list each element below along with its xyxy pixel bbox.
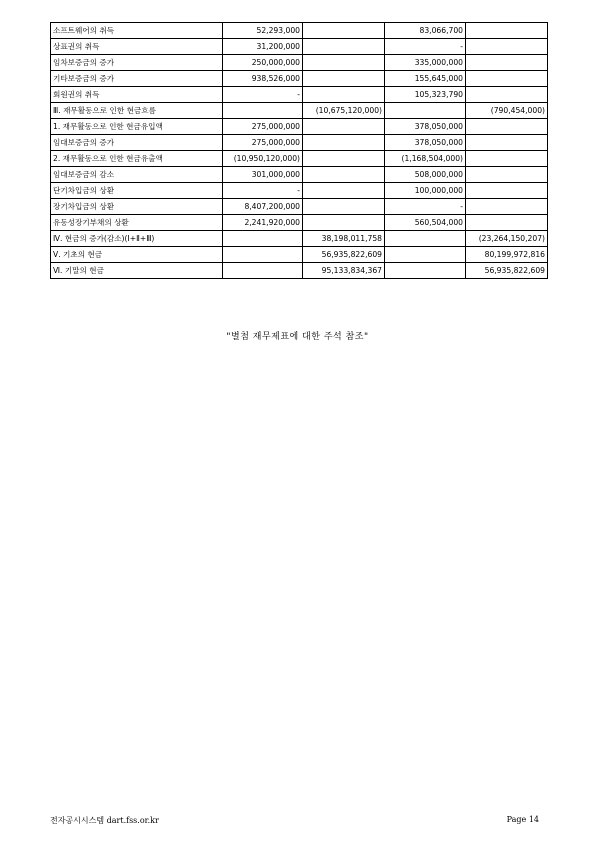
table-row [51, 103, 548, 119]
table-row [51, 263, 548, 279]
amount-cell [303, 71, 385, 87]
amount-cell [303, 167, 385, 183]
amount-cell: (23,264,150,207) [466, 231, 548, 247]
table-row [51, 151, 548, 167]
amount-cell: 155,645,000 [385, 71, 466, 87]
row-label: 소프트웨어의 취득 [51, 23, 223, 39]
amount-cell: 275,000,000 [223, 135, 303, 151]
amount-cell: 938,526,000 [223, 71, 303, 87]
table-row [51, 183, 548, 199]
amount-cell: (10,675,120,000) [303, 103, 385, 119]
amount-cell: 250,000,000 [223, 55, 303, 71]
amount-cell: - [385, 39, 466, 55]
amount-cell [466, 39, 548, 55]
amount-cell: 378,050,000 [385, 119, 466, 135]
amount-cell: 2,241,920,000 [223, 215, 303, 231]
row-label: 장기차입금의 상환 [51, 199, 223, 215]
cash-flow-table [50, 22, 548, 279]
table-row [51, 167, 548, 183]
amount-cell [466, 167, 548, 183]
amount-cell: 100,000,000 [385, 183, 466, 199]
amount-cell [385, 231, 466, 247]
row-label: 기타보증금의 증가 [51, 71, 223, 87]
row-label: Ⅵ. 기말의 현금 [51, 263, 223, 279]
amount-cell: 8,407,200,000 [223, 199, 303, 215]
table-row [51, 39, 548, 55]
amount-cell: (10,950,120,000) [223, 151, 303, 167]
amount-cell: 56,935,822,609 [466, 263, 548, 279]
amount-cell: 105,323,790 [385, 87, 466, 103]
amount-cell [466, 215, 548, 231]
amount-cell [466, 119, 548, 135]
amount-cell: 80,199,972,816 [466, 247, 548, 263]
row-label: 유동성장기부채의 상환 [51, 215, 223, 231]
amount-cell: 560,504,000 [385, 215, 466, 231]
amount-cell: 56,935,822,609 [303, 247, 385, 263]
amount-cell [466, 199, 548, 215]
notes-reference: "별첨 재무제표에 대한 주석 참조" [226, 332, 369, 342]
table-row [51, 23, 548, 39]
amount-cell [466, 183, 548, 199]
amount-cell [303, 23, 385, 39]
row-label: 단기차입금의 상환 [51, 183, 223, 199]
amount-cell [303, 87, 385, 103]
amount-cell [303, 183, 385, 199]
table-row [51, 231, 548, 247]
amount-cell [385, 263, 466, 279]
cash-flow-table-body [51, 23, 548, 279]
row-label: Ⅲ. 재무활동으로 인한 현금흐름 [51, 103, 223, 119]
amount-cell [303, 135, 385, 151]
row-label: 2. 재무활동으로 인한 현금유출액 [51, 151, 223, 167]
amount-cell [223, 103, 303, 119]
table-row [51, 199, 548, 215]
amount-cell: - [223, 87, 303, 103]
amount-cell [303, 199, 385, 215]
amount-cell: 335,000,000 [385, 55, 466, 71]
amount-cell: 301,000,000 [223, 167, 303, 183]
row-label: Ⅳ. 현금의 증가(감소)(Ⅰ+Ⅱ+Ⅲ) [51, 231, 223, 247]
amount-cell [303, 215, 385, 231]
amount-cell: 378,050,000 [385, 135, 466, 151]
amount-cell [223, 247, 303, 263]
amount-cell: 38,198,011,758 [303, 231, 385, 247]
amount-cell: 52,293,000 [223, 23, 303, 39]
table-row [51, 247, 548, 263]
footer-page-number: Page 14 [506, 815, 539, 824]
amount-cell [466, 151, 548, 167]
table-row [51, 87, 548, 103]
footer-source: 전자공시시스템 dart.fss.or.kr [50, 816, 159, 825]
row-label: 임대보증금의 증가 [51, 135, 223, 151]
amount-cell: (1,168,504,000) [385, 151, 466, 167]
amount-cell [466, 55, 548, 71]
row-label: Ⅴ. 기초의 현금 [51, 247, 223, 263]
amount-cell: - [385, 199, 466, 215]
amount-cell: 95,133,834,367 [303, 263, 385, 279]
row-label: 임대보증금의 감소 [51, 167, 223, 183]
table-row [51, 215, 548, 231]
amount-cell [385, 247, 466, 263]
amount-cell [223, 263, 303, 279]
row-label: 1. 재무활동으로 인한 현금유입액 [51, 119, 223, 135]
row-label: 임차보증금의 증가 [51, 55, 223, 71]
table-row [51, 135, 548, 151]
amount-cell [223, 231, 303, 247]
amount-cell: (790,454,000) [466, 103, 548, 119]
amount-cell [466, 23, 548, 39]
amount-cell: 31,200,000 [223, 39, 303, 55]
amount-cell: 83,066,700 [385, 23, 466, 39]
amount-cell [303, 55, 385, 71]
amount-cell [303, 119, 385, 135]
row-label: 상표권의 취득 [51, 39, 223, 55]
amount-cell: 508,000,000 [385, 167, 466, 183]
amount-cell: - [223, 183, 303, 199]
amount-cell [303, 151, 385, 167]
amount-cell [385, 103, 466, 119]
amount-cell [466, 71, 548, 87]
amount-cell [303, 39, 385, 55]
table-row [51, 71, 548, 87]
amount-cell [466, 135, 548, 151]
row-label: 회원권의 취득 [51, 87, 223, 103]
table-row [51, 55, 548, 71]
table-row [51, 119, 548, 135]
amount-cell [466, 87, 548, 103]
amount-cell: 275,000,000 [223, 119, 303, 135]
